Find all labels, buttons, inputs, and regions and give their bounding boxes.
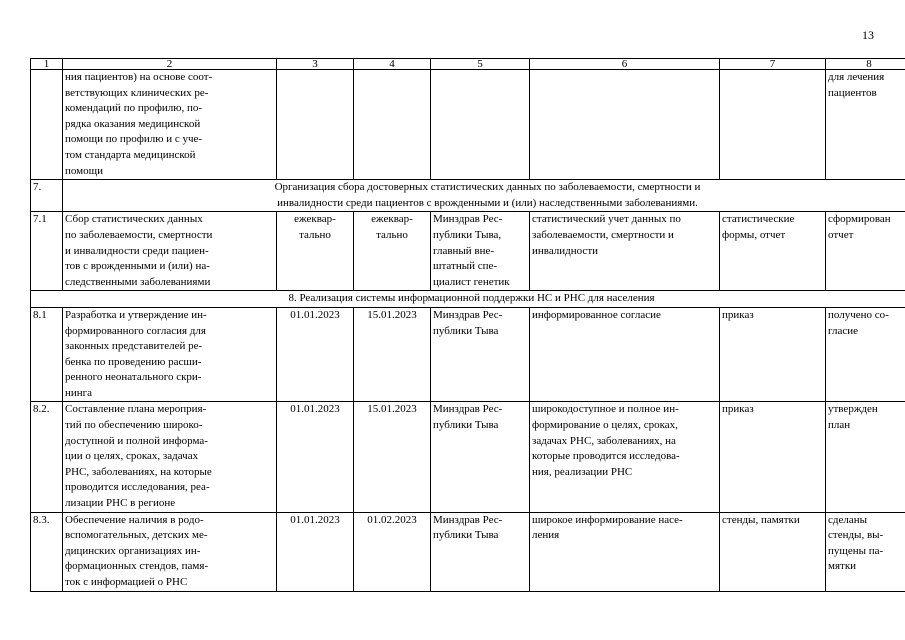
cell-measure: Обеспечение наличия в родо- вспомогательных, детских ме- дицинских организациях ин- формационных стендов, памя- ток с информацией о РНС <box>63 512 277 591</box>
cell-responsible: Минздрав Рес- публики Тыва, главный вне- штатный спе- циалист генетик <box>431 212 530 291</box>
section-8-row <box>31 291 905 308</box>
section-7-row <box>31 180 905 212</box>
column-number: 3 <box>277 59 354 70</box>
column-number: 5 <box>431 59 530 70</box>
cell-end: 01.02.2023 <box>354 512 431 591</box>
column-number: 7 <box>720 59 826 70</box>
table-row <box>31 307 905 402</box>
cell-measure: Составление плана мероприя- тий по обеспечению широко- доступной и полной информа- ции о целях, сроках, задачах РНС, заболеваниях, на которые проводится исследования, реа- лизации РНС в регионе <box>63 402 277 512</box>
cell-num: 8.3. <box>31 512 63 591</box>
cell-end <box>354 70 431 180</box>
cell-num: 8.2. <box>31 402 63 512</box>
cell-document: приказ <box>720 402 826 512</box>
cell-responsible: Минздрав Рес- публики Тыва <box>431 307 530 402</box>
cell-result: информированное согласие <box>530 307 720 402</box>
cell-document <box>720 70 826 180</box>
section-title: Организация сбора достоверных статистических данных по заболеваемости, смертности и инвалидности среди пациентов с врожденными и (или) наследственными заболеваниями. <box>63 180 905 212</box>
cell-responsible: Минздрав Рес- публики Тыва <box>431 402 530 512</box>
cell-indicator: сделаны стенды, вы- пущены па- мятки <box>826 512 905 591</box>
cell-num <box>31 70 63 180</box>
cell-num: 7.1 <box>31 212 63 291</box>
cell-start: 01.01.2023 <box>277 307 354 402</box>
cell-responsible: Минздрав Рес- публики Тыва <box>431 512 530 591</box>
cell-measure: Разработка и утверждение ин- формированного согласия для законных представителей ре- бенка по проведению расши- ренного неонатального скри- нинга <box>63 307 277 402</box>
cell-measure: Сбор статистических данных по заболеваемости, смертности и инвалидности среди пациен- тов с врожденными и (или) на- следственными заболеваниями <box>63 212 277 291</box>
column-number: 6 <box>530 59 720 70</box>
cell-end: 15.01.2023 <box>354 307 431 402</box>
cell-end: 15.01.2023 <box>354 402 431 512</box>
section-title: 8. Реализация системы информационной поддержки НС и РНС для населения <box>31 291 905 308</box>
cell-indicator: получено со- гласие <box>826 307 905 402</box>
cell-document: приказ <box>720 307 826 402</box>
cell-start: ежеквар- тально <box>277 212 354 291</box>
cell-num: 8.1 <box>31 307 63 402</box>
column-number: 8 <box>826 59 905 70</box>
cell-start <box>277 70 354 180</box>
cell-result <box>530 70 720 180</box>
cell-measure: ния пациентов) на основе соот- ветствующих клинических ре- комендаций по профилю, по- рядка оказания медицинской помощи по профилю и с уче- том стандарта медицинской помощи <box>63 70 277 180</box>
column-number: 2 <box>63 59 277 70</box>
table-row <box>31 402 905 512</box>
cell-end: ежеквар- тально <box>354 212 431 291</box>
column-number: 1 <box>31 59 63 70</box>
cell-start: 01.01.2023 <box>277 512 354 591</box>
cell-result: широкое информирование насе- ления <box>530 512 720 591</box>
cell-start: 01.01.2023 <box>277 402 354 512</box>
cell-indicator: сформирован отчет <box>826 212 905 291</box>
section-number: 7. <box>31 180 63 212</box>
column-number: 4 <box>354 59 431 70</box>
cell-responsible <box>431 70 530 180</box>
cell-document: стенды, памятки <box>720 512 826 591</box>
table-row <box>31 212 905 291</box>
cell-result: статистический учет данных по заболеваемости, смертности и инвалидности <box>530 212 720 291</box>
column-number-row <box>31 59 905 70</box>
table-row <box>31 512 905 591</box>
cell-document: статистические формы, отчет <box>720 212 826 291</box>
table-row-continuation <box>31 70 905 180</box>
measures-table <box>30 58 905 592</box>
page-number: 13 <box>862 28 874 42</box>
cell-result: широкодоступное и полное ин- формирование о целях, сроках, задачах РНС, заболеваниях, на которые проводится исследова- ния, реализации РНС <box>530 402 720 512</box>
cell-indicator: для лечения пациентов <box>826 70 905 180</box>
cell-indicator: утвержден план <box>826 402 905 512</box>
